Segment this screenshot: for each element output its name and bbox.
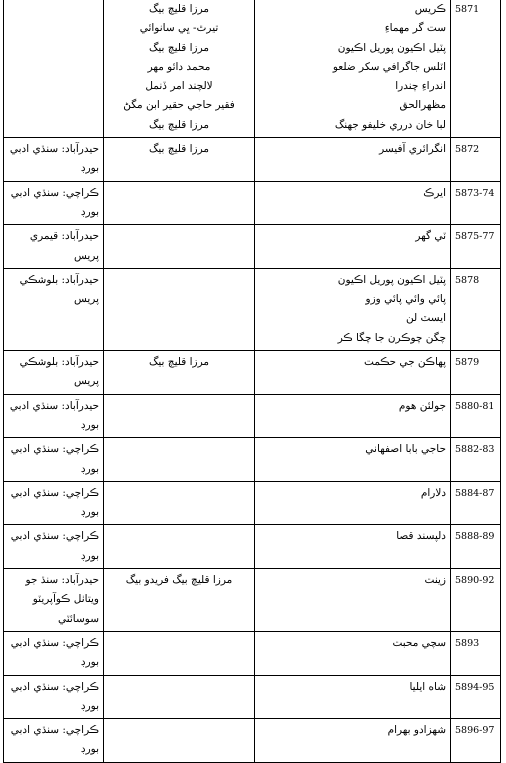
title-text: چگن چوڪرن جا چگا ڪر bbox=[337, 331, 446, 344]
publisher-cell bbox=[4, 181, 104, 225]
publisher-text: حيدرآباد: سنڌي ادبي بورڊ bbox=[9, 399, 99, 431]
author-cell bbox=[104, 225, 255, 269]
catalog-table bbox=[3, 0, 501, 763]
catalog-row bbox=[4, 0, 501, 138]
publisher-text: ڪراچي: سنڌي ادبي بورڊ bbox=[10, 680, 99, 712]
publisher-text: ڪراچي: سنڌي ادبي بورڊ bbox=[10, 186, 99, 218]
title-text: ست گر مهماءِ bbox=[384, 22, 446, 35]
title-text: حاجي بابا اصفهاني bbox=[365, 443, 446, 456]
publisher-cell bbox=[4, 631, 104, 675]
title-cell bbox=[255, 569, 451, 632]
title-cell bbox=[255, 438, 451, 482]
author-text: فقير حاجي حقير ابن مگڻ bbox=[123, 99, 235, 112]
publisher-text: حيدرآباد: سنڌ جو ويتاٺل ڪوآپريٽو سوسائٽي bbox=[25, 574, 99, 625]
title-text: اندراءِ چندرا bbox=[395, 80, 446, 93]
publisher-text: حيدرآباد: سنڌي ادبي بورڊ bbox=[9, 143, 99, 175]
author-cell bbox=[104, 525, 255, 569]
title-text: ايرڪ bbox=[423, 186, 446, 199]
catalog-row bbox=[4, 569, 501, 632]
title-text: مظهرالحق bbox=[399, 99, 446, 112]
catalog-row bbox=[4, 394, 501, 438]
publisher-cell bbox=[4, 675, 104, 719]
item-number: 5875-77 bbox=[451, 225, 501, 269]
author-text: مرزا قليچ بيگ bbox=[148, 118, 209, 131]
title-cell bbox=[255, 719, 451, 763]
title-text: پهاڪن جي حڪمت bbox=[364, 356, 446, 369]
item-number: 5882-83 bbox=[451, 438, 501, 482]
publisher-cell bbox=[4, 268, 104, 350]
author-text: مرزا قليچ بيگ bbox=[148, 41, 209, 54]
item-number: 5896-97 bbox=[451, 719, 501, 763]
catalog-row bbox=[4, 138, 501, 182]
catalog-row bbox=[4, 438, 501, 482]
title-cell bbox=[255, 675, 451, 719]
publisher-cell bbox=[4, 138, 104, 182]
title-text: لبا خان درري خليفو جهنگ bbox=[334, 118, 446, 131]
author-cell bbox=[104, 631, 255, 675]
title-cell bbox=[255, 138, 451, 182]
author-cell bbox=[104, 394, 255, 438]
publisher-cell bbox=[4, 0, 104, 138]
title-text: جولئن هوم bbox=[398, 399, 446, 412]
publisher-text: ڪراچي: سنڌي ادبي بورڊ bbox=[10, 724, 99, 756]
author-text: لالچند امر ڏنمل bbox=[145, 80, 213, 93]
publisher-text: حيدرآباد: بلوشڪي پريس bbox=[19, 356, 99, 388]
item-number: 5872 bbox=[451, 138, 501, 182]
author-cell bbox=[104, 675, 255, 719]
publisher-text: ڪراچي: سنڌي ادبي بورڊ bbox=[10, 486, 99, 519]
catalog-row bbox=[4, 719, 501, 763]
title-text: پٽيل اڪيون پوريل اڪيون bbox=[337, 273, 446, 286]
title-cell bbox=[255, 631, 451, 675]
publisher-cell bbox=[4, 351, 104, 395]
item-number: 5871 bbox=[451, 0, 501, 138]
catalog-row bbox=[4, 181, 501, 225]
title-cell bbox=[255, 181, 451, 225]
publisher-cell bbox=[4, 225, 104, 269]
publisher-text: ڪراچي: سنڌي ادبي بورڊ bbox=[10, 443, 99, 475]
item-number: 5879 bbox=[451, 351, 501, 395]
author-cell bbox=[104, 481, 255, 525]
author-text: مرزا قليچ بيگ bbox=[148, 143, 209, 156]
title-text: ايسٽ لن bbox=[405, 312, 446, 325]
author-text: محمد دائو مهر bbox=[147, 60, 211, 73]
title-text: زينت bbox=[424, 574, 446, 587]
title-cell bbox=[255, 268, 451, 350]
title-cell bbox=[255, 394, 451, 438]
publisher-cell bbox=[4, 394, 104, 438]
item-number: 5880-81 bbox=[451, 394, 501, 438]
publisher-text: ڪراچي: سنڌي ادبي بورڊ bbox=[10, 636, 99, 669]
title-text: شاه ايليا bbox=[409, 680, 446, 693]
title-text: پائي وائي پائي وزو bbox=[365, 293, 446, 306]
item-number: 5873-74 bbox=[451, 181, 501, 225]
title-cell bbox=[255, 525, 451, 569]
item-number: 5893 bbox=[451, 631, 501, 675]
item-number: 5884-87 bbox=[451, 481, 501, 525]
author-text: مرزا قليچ بيگ bbox=[148, 3, 209, 15]
publisher-text: حيدرآباد: بلوشڪي پريس bbox=[19, 273, 99, 306]
title-text: دلپسند قصا bbox=[396, 530, 446, 543]
title-text: اٽلس جاگرافي سکر ضلعو bbox=[332, 60, 446, 73]
title-text: شهزادو بهرام bbox=[387, 724, 446, 737]
publisher-text: حيدرآباد: قيمري پريس bbox=[29, 230, 99, 262]
author-cell bbox=[104, 719, 255, 763]
title-text: ٽي گهر bbox=[415, 230, 446, 243]
title-text: دلارام bbox=[420, 486, 446, 499]
title-text: انگرائري آفيسر bbox=[379, 143, 446, 156]
title-cell bbox=[255, 481, 451, 525]
author-cell bbox=[104, 138, 255, 182]
catalog-row bbox=[4, 268, 501, 350]
item-number: 5890-92 bbox=[451, 569, 501, 632]
author-cell bbox=[104, 438, 255, 482]
publisher-cell bbox=[4, 719, 104, 763]
catalog-row bbox=[4, 351, 501, 395]
author-text: تيرٿ- ڀي سانوائي bbox=[139, 22, 219, 35]
item-number: 5894-95 bbox=[451, 675, 501, 719]
author-cell bbox=[104, 0, 255, 138]
item-number: 5878 bbox=[451, 268, 501, 350]
publisher-cell bbox=[4, 438, 104, 482]
title-text: سچي محبت bbox=[392, 636, 446, 649]
author-cell bbox=[104, 351, 255, 395]
title-cell bbox=[255, 0, 451, 138]
publisher-cell bbox=[4, 481, 104, 525]
title-text: ڪريس bbox=[414, 3, 446, 15]
publisher-cell bbox=[4, 569, 104, 632]
item-number: 5888-89 bbox=[451, 525, 501, 569]
author-text: مرزا قليچ بيگ فريدو بيگ bbox=[125, 574, 233, 587]
author-text: مرزا قليچ بيگ bbox=[148, 356, 209, 369]
catalog-row bbox=[4, 675, 501, 719]
title-text: پٽيل اڪيون پوريل اڪيون bbox=[337, 41, 446, 54]
catalog-row bbox=[4, 481, 501, 525]
catalog-row bbox=[4, 225, 501, 269]
catalog-row bbox=[4, 631, 501, 675]
author-cell bbox=[104, 569, 255, 632]
author-cell bbox=[104, 268, 255, 350]
publisher-text: ڪراچي: سنڌي ادبي بورڊ bbox=[10, 530, 99, 562]
publisher-cell bbox=[4, 525, 104, 569]
title-cell bbox=[255, 351, 451, 395]
catalog-body bbox=[4, 0, 501, 762]
catalog-row bbox=[4, 525, 501, 569]
title-cell bbox=[255, 225, 451, 269]
author-cell bbox=[104, 181, 255, 225]
